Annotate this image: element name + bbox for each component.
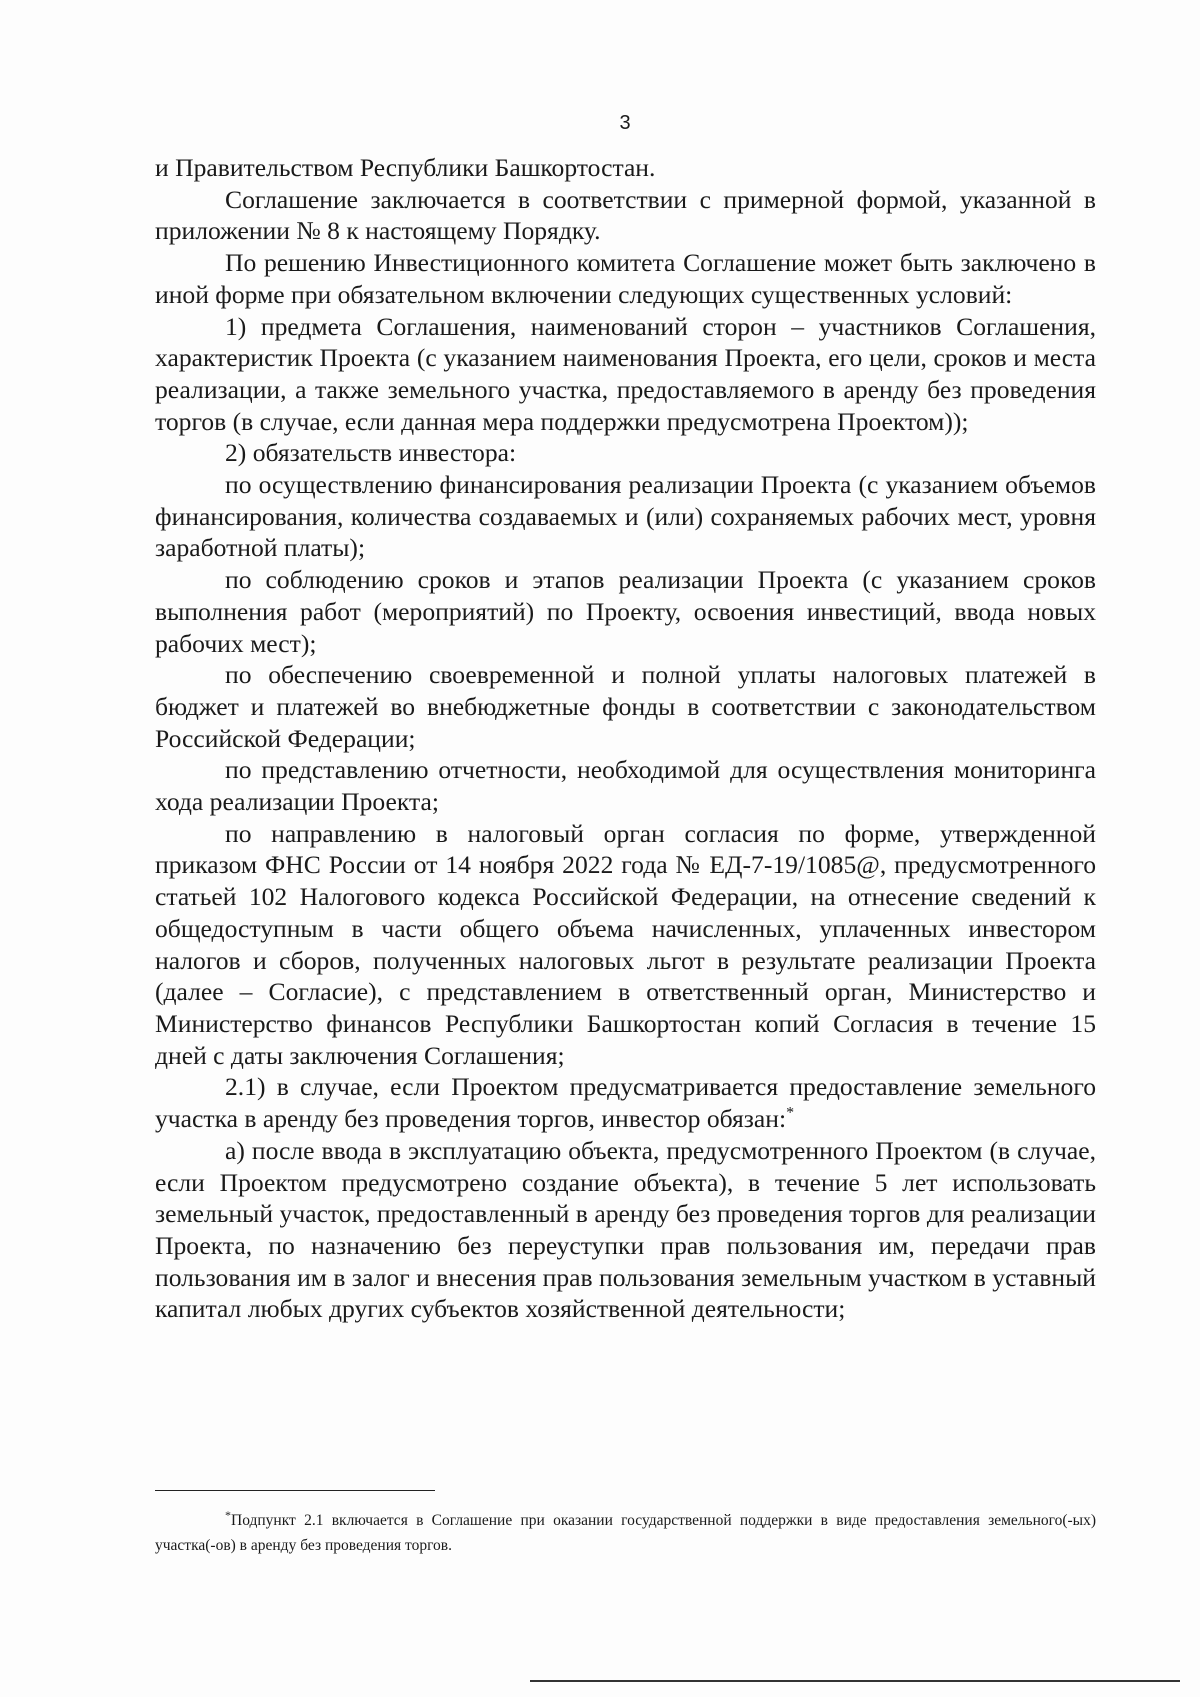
footnote-text: Подпункт 2.1 включается в Соглашение при оказании государственной поддержки в виде предоставления земельного(-ых) участка(-ов) в аренду без проведения торгов. (155, 1512, 1096, 1554)
footnote (155, 1508, 1096, 1558)
paragraph-deadlines: по соблюдению сроков и этапов реализации Проекта (с указанием сроков выполнения работ (мероприятий) по Проекту, освоения инвестиций, ввода новых рабочих мест); (155, 565, 1096, 658)
document-body (155, 152, 1096, 1325)
paragraph-item-a: а) после ввода в эксплуатацию объекта, предусмотренного Проектом (в случае, если Проектом предусмотрено создание объекта), в течение 5 лет использовать земельный участок, предоставленный в аренду без проведения торгов для реализации Проекта, по назначению без переуступки прав пользования им, передачи прав пользования им в залог и внесения прав пользования земельным участком в уставный капитал любых других субъектов хозяйственной деятельности; (155, 1135, 1096, 1324)
footnote-reference: * (786, 1104, 795, 1122)
paragraph-tax-consent: по направлению в налоговый орган согласия по форме, утвержденной приказом ФНС России от 14 ноября 2022 года № ЕД-7-19/1085@, предусмотренного статьей 102 Налогового кодекса Российской Федерации, на отнесение сведений к общедоступным в части общего объема начисленных, уплаченных инвестором налогов и сборов, полученных налоговых льгот в результате реализации Проекта (далее – Согласие), с представлением в ответственный орган, Министерство и Министерство финансов Республики Башкортостан копий Согласия в течение 15 дней с даты заключения Соглашения; (155, 818, 1096, 1070)
paragraph-item-1: 1) предмета Соглашения, наименований сторон – участников Соглашения, характеристик Проекта (с указанием наименования Проекта, его цели, сроков и места реализации, а также земельного участка, предоставляемого в аренду без проведения торгов (в случае, если данная мера поддержки предусмотрена Проектом)); (155, 311, 1096, 436)
paragraph-agreement-form: Соглашение заключается в соответствии с примерной формой, указанной в приложении № 8 к настоящему Порядку. (155, 184, 1096, 246)
paragraph-tax-payments: по обеспечению своевременной и полной уплаты налоговых платежей в бюджет и платежей во внебюджетные фонды в соответствии с законодательством Российской Федерации; (155, 660, 1096, 753)
scan-edge-line (530, 1680, 1180, 1682)
paragraph-continuation: и Правительством Республики Башкортостан. (155, 153, 656, 182)
paragraph-item-2-1 (155, 1071, 1096, 1134)
paragraph-item-2-1-text: 2.1) в случае, если Проектом предусматривается предоставление земельного участка в аренду без проведения торгов, инвестор обязан: (155, 1072, 1096, 1134)
paragraph-committee-decision: По решению Инвестиционного комитета Соглашение может быть заключено в иной форме при обязательном включении следующих существенных условий: (155, 248, 1096, 309)
footnote-separator (155, 1490, 435, 1491)
paragraph-financing: по осуществлению финансирования реализации Проекта (с указанием объемов финансирования, количества создаваемых и (или) сохраняемых рабочих мест, уровня заработной платы); (155, 470, 1096, 563)
footnote-marker: * (225, 1507, 231, 1522)
paragraph-item-2: 2) обязательств инвестора: (225, 438, 517, 468)
paragraph-reporting: по представлению отчетности, необходимой для осуществления мониторинга хода реализации Проекта; (155, 755, 1096, 817)
page-number: 3 (619, 112, 631, 134)
